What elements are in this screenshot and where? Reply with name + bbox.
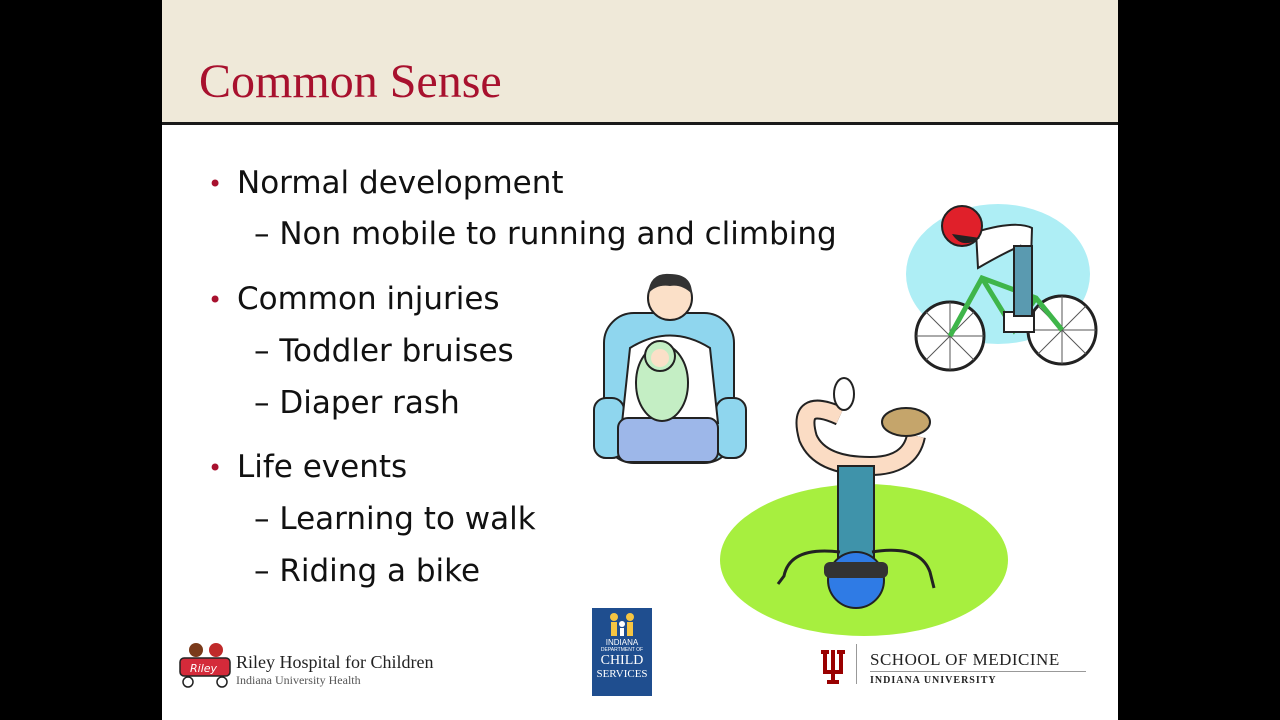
bullet-text: Life events: [237, 449, 408, 485]
sub-bullet-item: – Non mobile to running and climbing: [254, 216, 837, 252]
riley-wagon-icon: [174, 640, 236, 688]
bullet-text: Common injuries: [237, 281, 500, 317]
child-headstand-clipart: [720, 376, 1012, 638]
iu-underline: [870, 671, 1086, 672]
family-icon: [602, 612, 642, 638]
bullet-dot: •: [208, 286, 223, 314]
bullet-dot: •: [208, 454, 223, 482]
dcs-line2: DEPARTMENT OF: [600, 647, 644, 653]
iu-trident-icon: [818, 646, 848, 686]
slide-title: Common Sense: [199, 55, 502, 108]
sub-bullet-item: – Toddler bruises: [254, 333, 514, 369]
sub-bullet-item: – Learning to walk: [254, 501, 536, 537]
sub-bullet-item: – Diaper rash: [254, 385, 460, 421]
dcs-logo: [592, 608, 652, 696]
riley-badge-text: Riley: [190, 662, 218, 675]
sub-bullet-item: – Riding a bike: [254, 553, 481, 589]
iu-sub: INDIANA UNIVERSITY: [870, 675, 997, 686]
title-bar: [162, 0, 1118, 125]
dcs-line1: INDIANA: [605, 638, 639, 647]
riley-hospital-logo: [174, 640, 474, 690]
iu-school-of-medicine-logo: [818, 644, 1114, 688]
bullet-text: Normal development: [237, 165, 564, 201]
dcs-line3: CHILD: [600, 653, 644, 668]
riley-name: Riley Hospital for Children: [236, 652, 434, 672]
iu-name: SCHOOL OF MEDICINE: [870, 650, 1060, 669]
riley-sub: Indiana University Health: [236, 673, 361, 687]
bullet-dot: •: [208, 170, 223, 198]
dcs-line4: SERVICES: [596, 668, 648, 680]
logo-divider: [856, 644, 857, 684]
child-riding-bike-clipart: [906, 202, 1100, 374]
slide: [162, 0, 1118, 720]
